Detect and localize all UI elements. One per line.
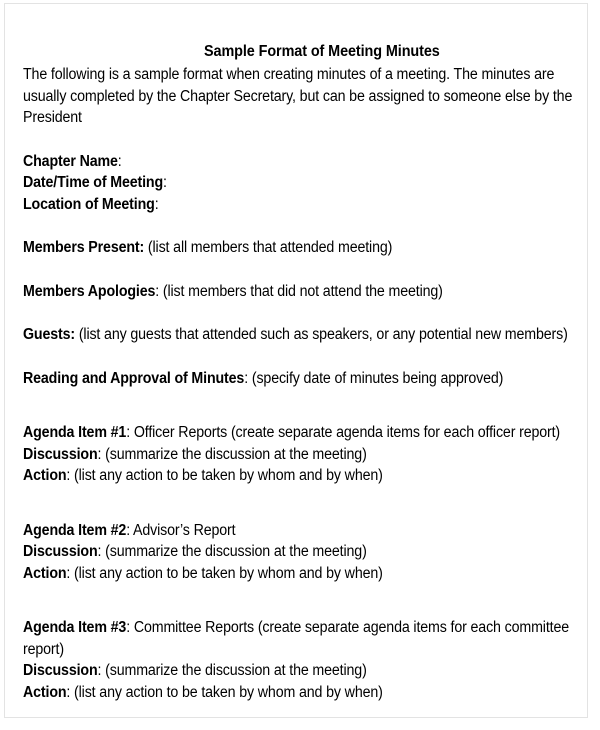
section-reading-and-approval-of-minutes [23, 368, 579, 390]
document-title: Sample Format of Meeting Minutes [203, 43, 440, 60]
field-date-time-of-meeting-separator: : [163, 174, 167, 191]
agenda-item-3-discussion-label: Discussion [23, 662, 98, 679]
agenda-item-1-label: Agenda Item #1 [23, 424, 127, 441]
section-members-present-line [23, 237, 579, 259]
agenda-item-2-value: Advisor’s Report [130, 521, 236, 539]
agenda-item-1-action [23, 465, 579, 487]
agenda-item-1-action-value: (list any action to be taken by whom and by when) [70, 467, 383, 484]
section-reading-and-approval-value: (specify date of minutes being approved) [248, 369, 504, 387]
agenda-item-3-heading [23, 617, 579, 660]
agenda-item-2-discussion-label: Discussion [23, 543, 98, 560]
field-location-of-meeting-label: Location of Meeting [23, 195, 155, 213]
agenda-item-3-value: Committee Reports (create separate agenda items for each committee report) [23, 619, 570, 658]
section-reading-and-approval-line [23, 368, 579, 390]
section-members-apologies-value: (list members that did not attend the meeting) [159, 282, 443, 300]
section-members-apologies-line [23, 281, 579, 303]
agenda-item-3-label: Agenda Item #3 [23, 619, 127, 636]
field-date-time-of-meeting [23, 172, 579, 194]
field-date-time-of-meeting-label: Date/Time of Meeting [23, 174, 164, 191]
agenda-item-3-block [23, 617, 579, 703]
section-members-present-value: (list all members that attended meeting) [144, 239, 393, 256]
section-members-apologies-label: Members Apologies [23, 282, 156, 300]
agenda-item-2-discussion-value: (summarize the discussion at the meeting) [101, 543, 367, 560]
field-chapter-name-label: Chapter Name [23, 152, 118, 170]
section-reading-and-approval-label: Reading and Approval of Minutes [23, 369, 245, 387]
field-chapter-name [23, 151, 579, 173]
field-location-of-meeting-separator: : [154, 195, 159, 213]
agenda-item-3-separator: : [126, 619, 131, 636]
header-fields-block [23, 151, 579, 216]
agenda-item-1-separator: : [126, 424, 131, 441]
section-members-present [23, 237, 579, 259]
agenda-item-1-discussion-separator: : [97, 445, 102, 463]
section-guests-value: (list any guests that attended such as speakers, or any potential new members) [75, 326, 568, 343]
agenda-item-3-action-separator: : [66, 683, 71, 701]
agenda-item-1-value: Officer Reports (create separate agenda items for each officer report) [130, 424, 561, 441]
agenda-item-2-separator: : [126, 521, 131, 539]
section-members-present-separator: : [139, 239, 145, 256]
agenda-item-2-discussion [23, 541, 579, 563]
agenda-item-2-action-separator: : [66, 564, 71, 582]
agenda-item-3-action-value: (list any action to be taken by whom and by when) [70, 683, 383, 701]
section-members-present-label: Members Present [23, 239, 140, 256]
agenda-item-2-action [23, 563, 579, 585]
agenda-item-3-discussion-value: (summarize the discussion at the meeting) [101, 662, 367, 679]
agenda-item-1-block [23, 422, 579, 487]
agenda-item-2-heading [23, 520, 579, 542]
agenda-item-3-action-label: Action [23, 683, 67, 701]
section-guests-separator: : [70, 326, 76, 343]
agenda-item-1-heading [23, 422, 579, 444]
section-guests-line [23, 324, 579, 346]
agenda-item-2-action-value: (list any action to be taken by whom and by when) [70, 564, 383, 582]
document-page [4, 3, 588, 718]
field-location-of-meeting [23, 194, 579, 216]
agenda-item-3-discussion [23, 660, 579, 682]
section-reading-and-approval-separator: : [244, 369, 249, 387]
document-content [23, 42, 579, 703]
agenda-item-1-discussion-label: Discussion [23, 445, 98, 463]
document-intro-paragraph: The following is a sample format when creating minutes of a meeting. The minutes are usually completed by the Chapter Secretary, but can be assigned to someone else by the President [23, 66, 573, 126]
agenda-item-3-action [23, 682, 579, 704]
agenda-item-2-discussion-separator: : [97, 543, 102, 560]
agenda-item-1-action-separator: : [66, 467, 71, 484]
field-chapter-name-separator: : [117, 152, 122, 170]
section-members-apologies-separator: : [155, 282, 160, 300]
agenda-item-2-block [23, 520, 579, 585]
agenda-item-1-discussion [23, 444, 579, 466]
agenda-item-2-label: Agenda Item #2 [23, 521, 127, 539]
section-members-apologies [23, 281, 579, 303]
agenda-item-2-action-label: Action [23, 564, 67, 582]
agenda-item-1-discussion-value: (summarize the discussion at the meeting) [101, 445, 367, 463]
section-guests-label: Guests [23, 326, 71, 343]
agenda-item-3-discussion-separator: : [97, 662, 102, 679]
agenda-item-1-action-label: Action [23, 467, 67, 484]
section-guests [23, 324, 579, 346]
